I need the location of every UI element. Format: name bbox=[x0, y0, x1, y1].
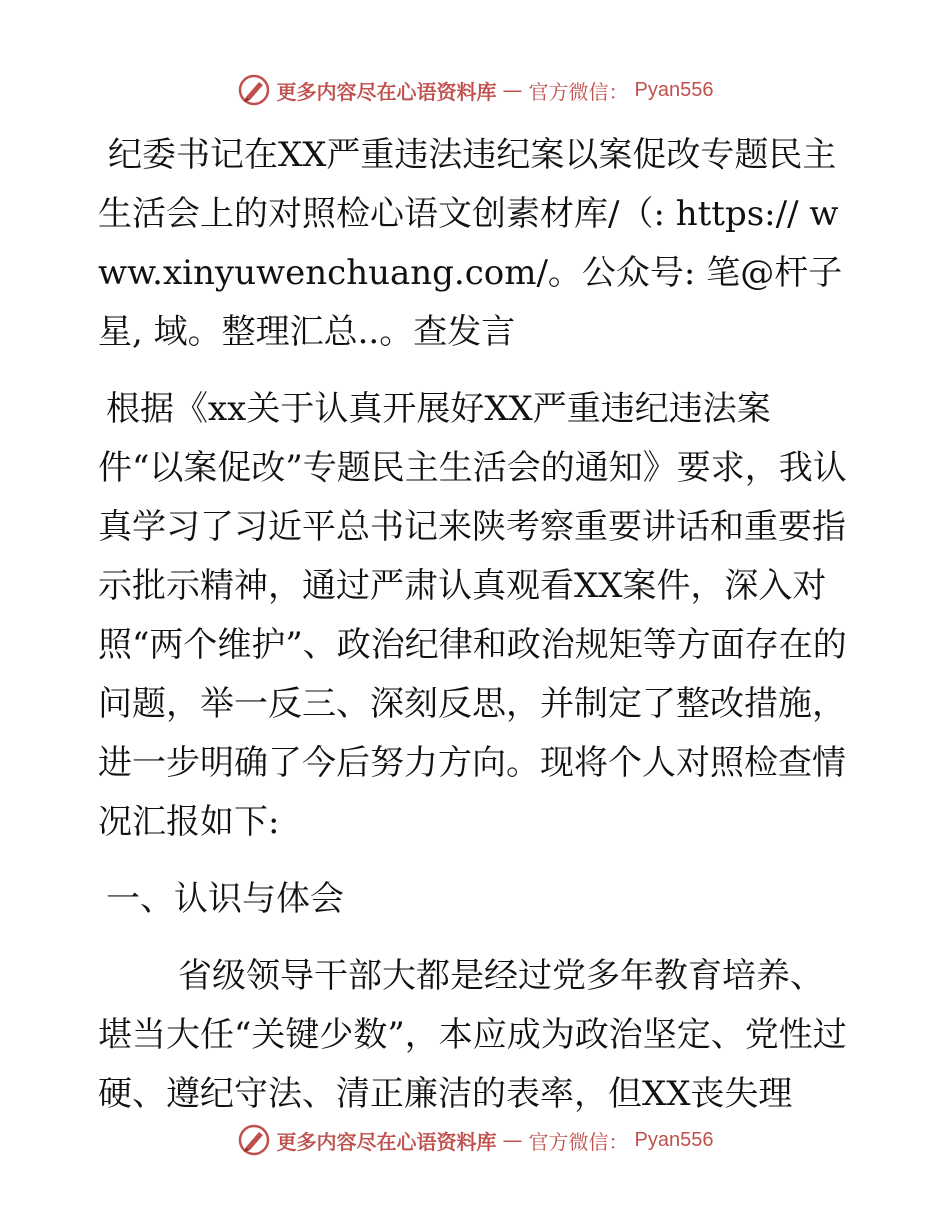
banner-label: 官方微信： bbox=[528, 1129, 629, 1154]
pen-logo-icon bbox=[237, 73, 271, 107]
banner-wechat-id: Pyan556 bbox=[634, 78, 714, 101]
section-heading: 一、认识与体会 bbox=[106, 879, 344, 919]
document-title: 纪委书记在XX严重违法违纪案以案促改专题民主生活会上的对照检心语文创素材库/（: https:// www.xinyuwenchuang.com/。公众号: 笔@杆子星, 域。整理汇总..。查发言 bbox=[98, 135, 843, 352]
banner-separator: — bbox=[502, 1128, 523, 1152]
watermark-banner-bottom bbox=[0, 1120, 950, 1160]
banner-text: 更多内容尽在心语资料库 bbox=[276, 79, 497, 104]
document-body bbox=[98, 126, 850, 1124]
paragraph-body: 省级领导干部大都是经过党多年教育培养、堪当大任“关键少数”，本应成为政治坚定、党性过硬、遵纪守法、清正廉洁的表率，但XX丧失理 bbox=[98, 956, 847, 1114]
banner-label: 官方微信： bbox=[528, 79, 629, 104]
banner-text: 更多内容尽在心语资料库 bbox=[276, 1129, 497, 1154]
banner-separator: — bbox=[502, 78, 523, 102]
watermark-banner-top bbox=[0, 70, 950, 110]
pen-logo-icon bbox=[237, 1123, 271, 1157]
banner-wechat-id: Pyan556 bbox=[634, 1128, 714, 1151]
paragraph-intro: 根据《xx关于认真开展好XX严重违纪违法案件“以案促改”专题民主生活会的通知》要求，我认真学习了习近平总书记来陕考察重要讲话和重要指示批示精神，通过严肃认真观看XX案件，深入对照“两个维护”、政治纪律和政治规矩等方面存在的问题，举一反三、深刻反思，并制定了整改措施，进一步明确了今后努力方向。现将个人对照检查情况汇报如下: bbox=[98, 389, 847, 842]
